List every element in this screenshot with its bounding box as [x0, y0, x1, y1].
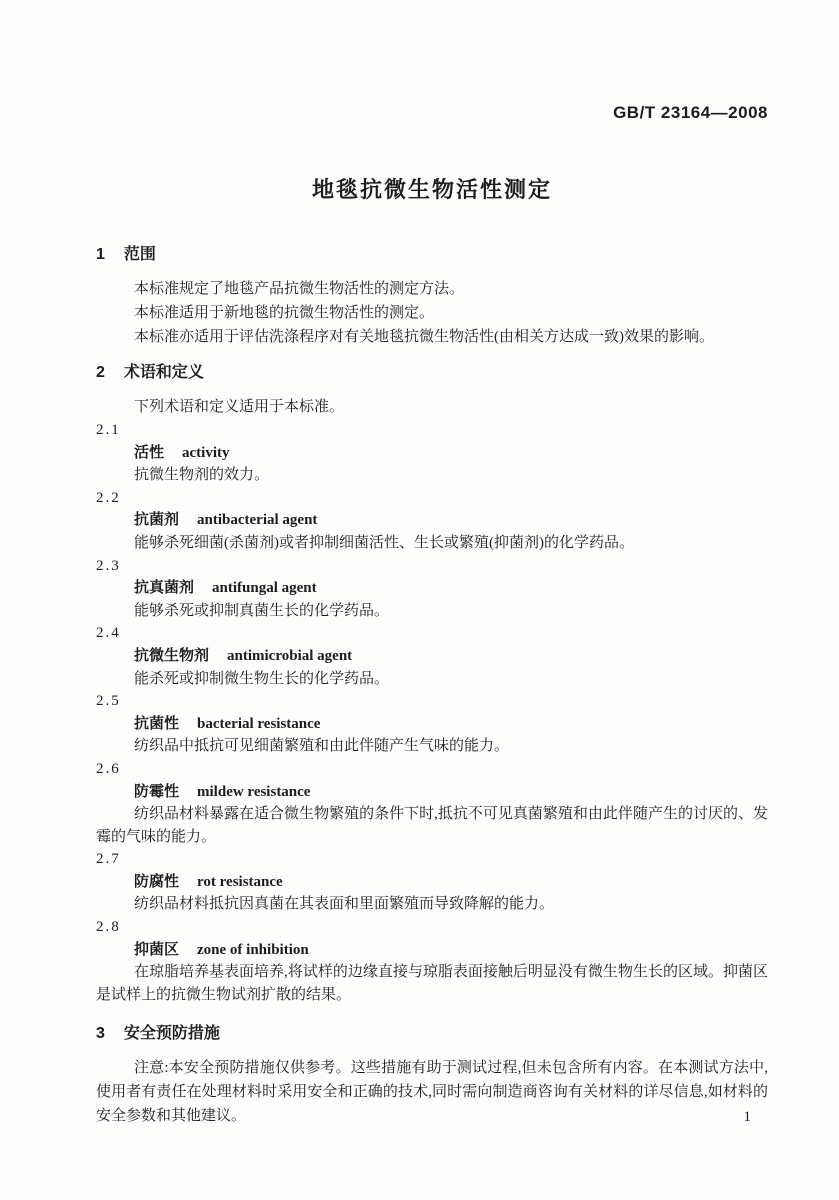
section-1-heading	[96, 243, 768, 267]
section-3-number: 3	[96, 1025, 105, 1043]
term-en: rot resistance	[197, 873, 283, 890]
term-zh: 抗菌剂	[134, 511, 180, 529]
term-zh: 防腐性	[134, 872, 180, 890]
term-zh: 抗微生物剂	[134, 646, 210, 664]
term-en: antifungal agent	[212, 580, 317, 597]
term-en: antibacterial agent	[197, 512, 318, 529]
term-number: 2.3	[96, 557, 121, 574]
term-definition: 抗微生物剂的效力。	[134, 467, 270, 484]
term-name	[96, 442, 768, 465]
term-name	[96, 939, 768, 962]
term-number: 2.2	[96, 489, 121, 506]
term-number: 2.4	[96, 625, 121, 642]
term-item	[96, 622, 768, 690]
term-name	[96, 509, 768, 532]
term-name	[96, 781, 768, 804]
section-3-heading	[96, 1022, 768, 1046]
paragraph: 本标准亦适用于评估洗涤程序对有关地毯抗微生物活性(由相关方达成一致)效果的影响。	[134, 329, 714, 345]
term-number: 2.1	[96, 422, 121, 438]
term-zh: 活性	[134, 443, 165, 461]
paragraph: 注意:本安全预防措施仅供参考。这些措施有助于测试过程,但未包含所有内容。在本测试方法中,使用者有责任在处理材料时采用安全和正确的技术,同时需向制造商咨询有关材料的详尽信息,如材料的安全参数和其他建议。	[96, 1060, 768, 1125]
page-number: 1	[743, 1109, 751, 1125]
term-en: bacterial resistance	[197, 715, 321, 732]
term-item	[96, 916, 768, 1006]
term-en: mildew resistance	[197, 783, 311, 800]
section-3-title: 安全预防措施	[123, 1025, 220, 1043]
term-item	[96, 487, 768, 555]
term-item	[96, 758, 768, 848]
term-item	[96, 555, 768, 623]
term-zh: 抗真菌剂	[134, 579, 195, 597]
term-definition: 能杀死或抑制微生物生长的化学药品。	[134, 670, 390, 687]
term-item	[96, 419, 768, 487]
term-number: 2.7	[96, 851, 121, 868]
term-definition: 能够杀死或抑制真菌生长的化学药品。	[134, 602, 390, 619]
term-number: 2.5	[96, 693, 121, 710]
paragraph: 本标准规定了地毯产品抗微生物活性的测定方法。	[134, 281, 465, 297]
term-name	[96, 577, 768, 600]
section-1-body	[96, 277, 768, 349]
term-definition: 在琼脂培养基表面培养,将试样的边缘直接与琼脂表面接触后明显没有微生物生长的区域。抑菌区是试样上的抗微生物试剂扩散的结果。	[96, 964, 768, 1003]
term-item	[96, 848, 768, 916]
term-zh: 抑菌区	[134, 940, 180, 958]
term-name	[96, 713, 768, 736]
term-name	[96, 645, 768, 668]
term-zh: 抗菌性	[134, 714, 180, 732]
term-en: activity	[182, 444, 230, 461]
term-name	[96, 871, 768, 894]
section-2-heading	[96, 361, 768, 385]
section-3-body	[96, 1056, 768, 1128]
term-definition: 纺织品中抵抗可见细菌繁殖和由此伴随产生气味的能力。	[134, 738, 510, 755]
section-2-intro: 下列术语和定义适用于本标准。	[134, 399, 345, 415]
doc-number: GB/T 23164—2008	[613, 103, 768, 122]
term-zh: 防霉性	[134, 782, 180, 800]
paragraph: 本标准适用于新地毯的抗微生物活性的测定。	[134, 305, 435, 321]
section-1-title: 范围	[123, 246, 156, 263]
term-item	[96, 690, 768, 758]
term-definition: 能够杀死细菌(杀菌剂)或者抑制细菌活性、生长或繁殖(抑菌剂)的化学药品。	[134, 534, 634, 551]
term-number: 2.6	[96, 760, 121, 777]
section-1-number: 1	[96, 246, 105, 263]
term-number: 2.8	[96, 919, 121, 936]
term-en: antimicrobial agent	[227, 647, 353, 664]
section-2-title: 术语和定义	[123, 364, 204, 381]
term-definition: 纺织品材料暴露在适合微生物繁殖的条件下时,抵抗不可见真菌繁殖和由此伴随产生的讨厌的、发霉的气味的能力。	[96, 806, 768, 845]
section-2-body	[96, 395, 768, 1006]
section-2-number: 2	[96, 364, 105, 381]
document-content	[96, 0, 768, 1128]
term-en: zone of inhibition	[197, 941, 309, 958]
doc-title: 地毯抗微生物活性测定	[311, 177, 552, 202]
terms-list	[96, 419, 768, 1006]
term-definition: 纺织品材料抵抗因真菌在其表面和里面繁殖而导致降解的能力。	[134, 896, 555, 913]
